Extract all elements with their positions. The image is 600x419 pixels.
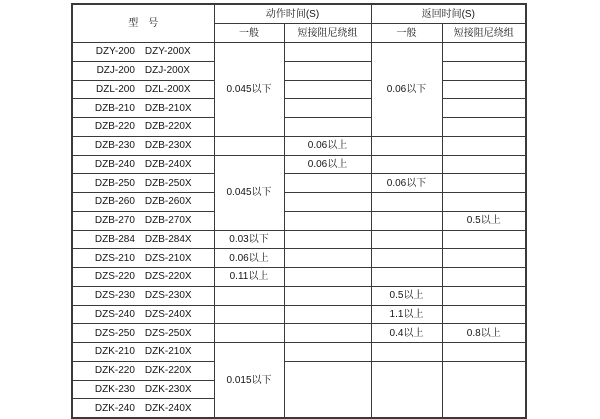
return-general-cell (371, 193, 442, 212)
return-general-cell: 0.06以下 (371, 43, 442, 137)
return-general-cell (371, 230, 442, 249)
action-damped-cell: 0.06以上 (284, 155, 371, 174)
table-row (72, 61, 526, 80)
table-row (72, 286, 526, 305)
model-cell: DZL-200 DZL-200X (72, 80, 214, 99)
table-row (72, 230, 526, 249)
table-row (72, 343, 526, 362)
model-cell: DZK-240 DZK-240X (72, 399, 214, 418)
table-row (72, 99, 526, 118)
action-damped-cell (284, 343, 371, 362)
model-cell: DZK-210 DZK-210X (72, 343, 214, 362)
action-general-cell: 0.045以下 (214, 43, 284, 137)
return-damped-cell (442, 61, 526, 80)
action-damped-cell (284, 286, 371, 305)
table-row (72, 249, 526, 268)
action-general-cell (214, 286, 284, 305)
action-damped-cell: 0.06以上 (284, 136, 371, 155)
action-general-cell: 0.015以下 (214, 343, 284, 419)
return-damped-cell: 0.5以上 (442, 211, 526, 230)
model-cell: DZB-250 DZB-250X (72, 174, 214, 193)
return-general-cell (371, 268, 442, 287)
model-cell: DZB-230 DZB-230X (72, 136, 214, 155)
return-damped-cell (442, 43, 526, 62)
return-damped-cell (442, 268, 526, 287)
return-damped-cell (442, 249, 526, 268)
table-row (72, 174, 526, 193)
return-damped-cell (442, 136, 526, 155)
model-cell: DZB-270 DZB-270X (72, 211, 214, 230)
table-row (72, 305, 526, 324)
return-general-cell (371, 155, 442, 174)
model-cell: DZS-250 DZS-250X (72, 324, 214, 343)
model-cell: DZJ-200 DZJ-200X (72, 61, 214, 80)
return-damped-cell (442, 99, 526, 118)
header-action-general: 一般 (214, 24, 284, 43)
model-cell: DZB-240 DZB-240X (72, 155, 214, 174)
return-general-cell (371, 136, 442, 155)
return-general-cell (371, 249, 442, 268)
return-damped-cell (442, 305, 526, 324)
return-damped-cell (442, 286, 526, 305)
action-general-cell: 0.06以上 (214, 249, 284, 268)
table-row (72, 361, 526, 380)
table-row (72, 324, 526, 343)
action-general-cell: 0.045以下 (214, 155, 284, 230)
table-row (72, 268, 526, 287)
action-damped-cell (284, 211, 371, 230)
action-damped-cell (284, 305, 371, 324)
table-row (72, 193, 526, 212)
header-model: 型 号 (72, 4, 214, 43)
return-general-cell (371, 211, 442, 230)
return-damped-cell: 0.8以上 (442, 324, 526, 343)
model-cell: DZB-284 DZB-284X (72, 230, 214, 249)
model-cell: DZB-210 DZB-210X (72, 99, 214, 118)
header-action-time: 动作时间(S) (214, 4, 371, 24)
action-damped-cell (284, 193, 371, 212)
model-cell: DZS-210 DZS-210X (72, 249, 214, 268)
model-cell: DZS-220 DZS-220X (72, 268, 214, 287)
action-damped-cell (284, 230, 371, 249)
relay-timing-table (71, 3, 527, 419)
model-cell: DZB-220 DZB-220X (72, 118, 214, 137)
table-row (72, 80, 526, 99)
action-general-cell (214, 136, 284, 155)
table-row (72, 43, 526, 62)
header-return-damped-winding: 短接阻尼绕组 (442, 24, 526, 43)
action-damped-cell (284, 361, 371, 418)
return-damped-cell (442, 193, 526, 212)
action-damped-cell (284, 61, 371, 80)
action-general-cell (214, 324, 284, 343)
model-cell: DZK-220 DZK-220X (72, 361, 214, 380)
action-damped-cell (284, 43, 371, 62)
return-general-cell: 0.06以下 (371, 174, 442, 193)
header-return-time: 返回时间(S) (371, 4, 526, 24)
action-general-cell (214, 305, 284, 324)
return-general-cell (371, 343, 442, 362)
return-general-cell (371, 361, 442, 418)
model-cell: DZY-200 DZY-200X (72, 43, 214, 62)
model-cell: DZB-260 DZB-260X (72, 193, 214, 212)
action-damped-cell (284, 268, 371, 287)
return-general-cell: 0.4以上 (371, 324, 442, 343)
return-damped-cell (442, 155, 526, 174)
return-damped-cell (442, 118, 526, 137)
action-general-cell: 0.11以上 (214, 268, 284, 287)
action-damped-cell (284, 174, 371, 193)
return-damped-cell (442, 361, 526, 418)
action-damped-cell (284, 118, 371, 137)
return-damped-cell (442, 343, 526, 362)
model-cell: DZK-230 DZK-230X (72, 380, 214, 399)
return-damped-cell (442, 230, 526, 249)
header-action-damped-winding: 短接阻尼绕组 (284, 24, 371, 43)
action-general-cell: 0.03以下 (214, 230, 284, 249)
action-damped-cell (284, 99, 371, 118)
model-cell: DZS-230 DZS-230X (72, 286, 214, 305)
return-damped-cell (442, 174, 526, 193)
return-general-cell: 0.5以上 (371, 286, 442, 305)
return-general-cell: 1.1以上 (371, 305, 442, 324)
table-row (72, 155, 526, 174)
table-row (72, 118, 526, 137)
table-row (72, 136, 526, 155)
action-damped-cell (284, 80, 371, 99)
action-damped-cell (284, 249, 371, 268)
table-row (72, 211, 526, 230)
model-cell: DZS-240 DZS-240X (72, 305, 214, 324)
action-damped-cell (284, 324, 371, 343)
return-damped-cell (442, 80, 526, 99)
header-return-general: 一般 (371, 24, 442, 43)
